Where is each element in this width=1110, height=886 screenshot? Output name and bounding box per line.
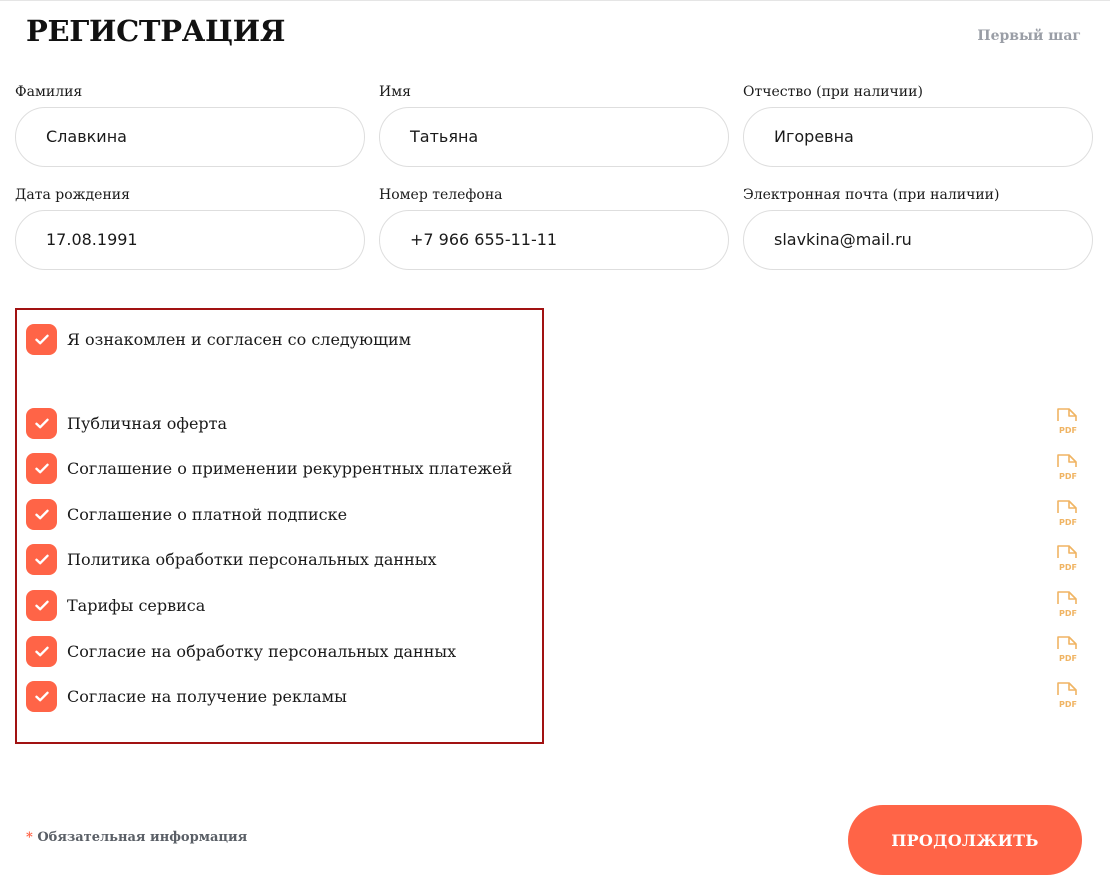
middle-name-label: Отчество (при наличии) xyxy=(743,84,923,100)
birth-date-field xyxy=(15,185,365,270)
birth-date-input[interactable]: 17.08.1991 xyxy=(15,210,365,270)
required-info-text: Обязательная информация xyxy=(37,830,248,845)
birth-date-label: Дата рождения xyxy=(15,187,130,203)
last-name-label: Фамилия xyxy=(15,84,83,100)
last-name-input[interactable]: Славкина xyxy=(15,107,365,167)
required-info-note xyxy=(26,830,247,845)
email-input[interactable]: slavkina@mail.ru xyxy=(743,210,1093,270)
svg-text:PDF: PDF xyxy=(1059,654,1077,663)
check-icon xyxy=(35,691,49,702)
check-icon xyxy=(35,334,49,345)
check-icon xyxy=(35,463,49,474)
agree-all-checkbox[interactable] xyxy=(26,324,57,355)
svg-text:PDF: PDF xyxy=(1059,472,1077,481)
pdf-icon[interactable] xyxy=(1055,453,1081,481)
agreement-item-personal-data-consent[interactable] xyxy=(26,635,456,667)
check-icon xyxy=(35,646,49,657)
agreement-checkbox[interactable] xyxy=(26,408,57,439)
svg-text:PDF: PDF xyxy=(1059,426,1077,435)
agreement-checkbox[interactable] xyxy=(26,681,57,712)
pdf-icon[interactable] xyxy=(1055,681,1081,709)
check-icon xyxy=(35,418,49,429)
agreement-item-recurring-payments[interactable] xyxy=(26,452,512,484)
agreement-label: Политика обработки персональных данных xyxy=(67,549,437,569)
phone-field xyxy=(379,185,729,270)
svg-text:PDF: PDF xyxy=(1059,609,1077,618)
last-name-field xyxy=(15,82,365,167)
pdf-icon[interactable] xyxy=(1055,635,1081,663)
agreement-label: Соглашение о применении рекуррентных платежей xyxy=(67,458,513,478)
agreement-item-tariffs[interactable] xyxy=(26,589,205,621)
agreement-checkbox[interactable] xyxy=(26,544,57,575)
email-field xyxy=(743,185,1093,270)
agreement-label: Публичная оферта xyxy=(67,413,228,433)
page-title: РЕГИСТРАЦИЯ xyxy=(26,14,286,48)
pdf-icon[interactable] xyxy=(1055,499,1081,527)
step-indicator: Первый шаг xyxy=(977,28,1081,44)
agreement-label: Тарифы сервиса xyxy=(67,595,206,615)
first-name-input[interactable]: Татьяна xyxy=(379,107,729,167)
agreement-label: Согласие на получение рекламы xyxy=(67,686,347,706)
continue-button[interactable]: ПРОДОЛЖИТЬ xyxy=(848,805,1082,875)
agreement-checkbox[interactable] xyxy=(26,499,57,530)
agreement-checkbox[interactable] xyxy=(26,636,57,667)
agreement-item-privacy-policy[interactable] xyxy=(26,543,437,575)
svg-text:PDF: PDF xyxy=(1059,700,1077,709)
phone-label: Номер телефона xyxy=(379,187,503,203)
first-name-field xyxy=(379,82,729,167)
check-icon xyxy=(35,509,49,520)
top-divider xyxy=(0,0,1110,1)
pdf-icon[interactable] xyxy=(1055,544,1081,572)
svg-text:PDF: PDF xyxy=(1059,518,1077,527)
check-icon xyxy=(35,554,49,565)
agreement-label: Согласие на обработку персональных данных xyxy=(67,641,457,661)
phone-input[interactable]: +7 966 655-11-11 xyxy=(379,210,729,270)
required-star: * xyxy=(26,830,33,845)
pdf-icon[interactable] xyxy=(1055,407,1081,435)
middle-name-input[interactable]: Игоревна xyxy=(743,107,1093,167)
email-label: Электронная почта (при наличии) xyxy=(743,187,1000,203)
agreement-item-paid-subscription[interactable] xyxy=(26,498,347,530)
agreement-item-advertising-consent[interactable] xyxy=(26,680,347,712)
agreement-label: Соглашение о платной подписке xyxy=(67,504,348,524)
pdf-icon[interactable] xyxy=(1055,590,1081,618)
middle-name-field xyxy=(743,82,1093,167)
svg-text:PDF: PDF xyxy=(1059,563,1077,572)
agree-all-label: Я ознакомлен и согласен со следующим xyxy=(67,329,412,349)
agreement-item-public-offer[interactable] xyxy=(26,407,227,439)
first-name-label: Имя xyxy=(379,84,411,100)
agreement-checkbox[interactable] xyxy=(26,453,57,484)
check-icon xyxy=(35,600,49,611)
agree-all-checkbox-row[interactable] xyxy=(26,323,411,355)
agreement-checkbox[interactable] xyxy=(26,590,57,621)
